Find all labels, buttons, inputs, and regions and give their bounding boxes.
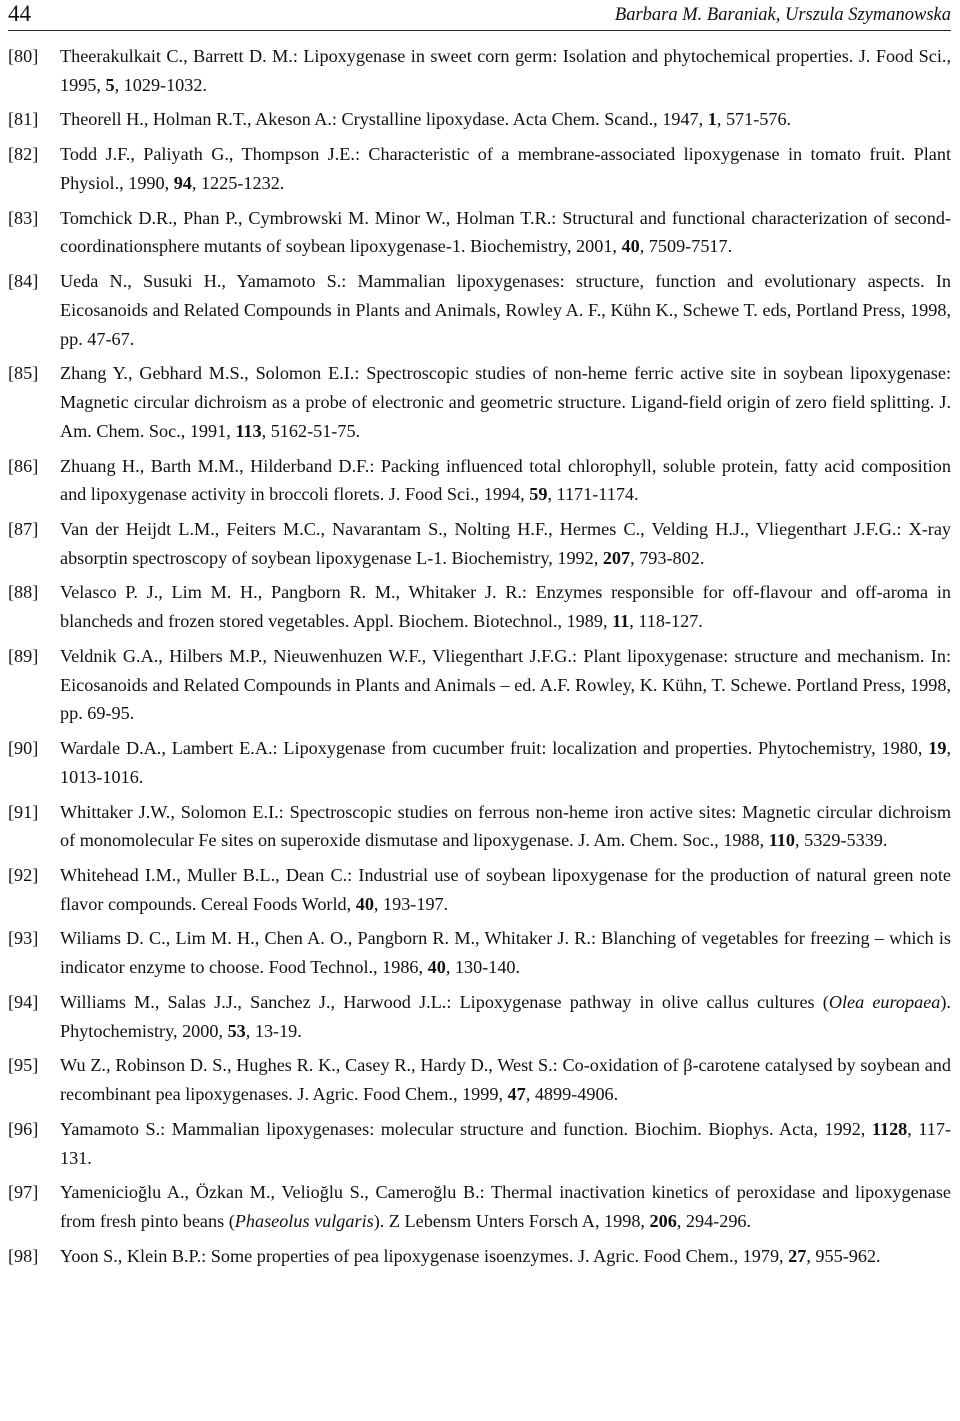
reference-number: [91] (8, 801, 39, 822)
reference-text (60, 267, 951, 353)
reference-text (60, 452, 951, 509)
reference-volume: 94 (173, 172, 192, 193)
reference-entry (8, 105, 951, 134)
reference-entry (8, 861, 951, 918)
reference-entry (8, 1051, 951, 1108)
reference-text (60, 1051, 951, 1108)
reference-volume: 40 (427, 957, 446, 978)
page-number: 44 (8, 1, 31, 26)
reference-citation-text: Yamamoto S.: Mammalian lipoxygenases: molecular structure and function. Biochim. Biophys. Acta, 1992, (60, 1118, 872, 1139)
reference-volume: 59 (529, 484, 548, 505)
reference-number: [82] (8, 144, 39, 165)
reference-number: [84] (8, 271, 39, 292)
reference-volume: 53 (227, 1020, 246, 1041)
reference-number: [96] (8, 1118, 39, 1139)
reference-citation-text: , 5329-5339. (795, 830, 888, 851)
reference-volume: 19 (928, 738, 947, 759)
reference-volume: 40 (355, 893, 374, 914)
reference-entry (8, 359, 951, 445)
reference-citation-text: Wardale D.A., Lambert E.A.: Lipoxygenase from cucumber fruit: localization and properties. Phytochemistry, 1980, (60, 738, 929, 759)
reference-citation-text: , 571-576. (716, 109, 792, 130)
reference-species-name: Olea europaea (828, 991, 941, 1012)
reference-number: [95] (8, 1055, 39, 1076)
reference-text (60, 988, 951, 1045)
reference-citation-text: Van der Heijdt L.M., Feiters M.C., Navarantam S., Nolting H.F., Hermes C., Velding H.J., Vliegenthart J.F.G.: X-ray absorptin spectroscopy of soybean lipoxygenase L-1. Biochemistry, 1992, (60, 518, 951, 568)
reference-volume: 40 (621, 236, 640, 257)
reference-citation-text: Veldnik G.A., Hilbers M.P., Nieuwenhuzen W.F., Vliegenthart J.F.G.: Plant lipoxygenase: structure and mechanism. In: Eicosanoids and Related Compounds in Plants and Animals – ed. A.F. Rowley, K. Kühn, T. Schewe. Portland Press, 1998, pp. 69-95. (60, 645, 951, 724)
running-head: Barbara M. Baraniak, Urszula Szymanowska (614, 5, 951, 25)
reference-citation-text: Zhang Y., Gebhard M.S., Solomon E.I.: Spectroscopic studies of non-heme ferric active site in soybean lipoxygenase: Magnetic circular dichroism as a probe of electronic and geometric structure. Ligand-field origin of zero field splitting. J. Am. Chem. Soc., 1991, (60, 363, 951, 441)
reference-volume: 47 (507, 1084, 526, 1105)
reference-citation-text: , 955-962. (806, 1245, 881, 1266)
reference-number: [85] (8, 363, 39, 384)
reference-number: [92] (8, 865, 39, 885)
reference-text (60, 1178, 951, 1235)
reference-number: [93] (8, 928, 39, 949)
reference-text (60, 204, 951, 261)
reference-volume: 5 (105, 74, 115, 95)
reference-citation-text: Yamenicioğlu A., Özkan M., Velioğlu S., Cameroğlu B.: Thermal inactivation kinetics of peroxidase and lipoxygenase from fresh pinto beans ( (60, 1182, 951, 1232)
reference-citation-text: Theorell H., Holman R.T., Akeson A.: Crystalline lipoxydase. Acta Chem. Scand., 1947, (60, 109, 708, 130)
reference-citation-text: Todd J.F., Paliyath G., Thompson J.E.: Characteristic of a membrane-associated lipoxygenase in tomato fruit. Plant Physiol., 1990, (60, 144, 951, 193)
reference-entry (8, 798, 951, 855)
reference-citation-text: Whittaker J.W., Solomon E.I.: Spectroscopic studies on ferrous non-heme iron active sites: Magnetic circular dichroism of monomolecular Fe sites on superoxide dismutase and lipoxygenase. J. Am. Chem. Soc., 1988, (60, 801, 951, 851)
reference-citation-text: ). Phytochemistry, 2000, (60, 991, 951, 1041)
reference-volume: 11 (612, 611, 630, 632)
reference-entry (8, 924, 951, 981)
reference-volume: 207 (602, 547, 631, 568)
reference-text (60, 515, 951, 572)
reference-citation-text: , 118-127. (629, 611, 703, 632)
reference-text (60, 359, 951, 445)
reference-citation-text: , 5162-51-75. (261, 420, 361, 441)
reference-text (60, 1242, 951, 1271)
reference-citation-text: Yoon S., Klein B.P.: Some properties of pea lipoxygenase isoenzymes. J. Agric. Food Chem., 1979, (60, 1245, 789, 1266)
reference-citation-text: , 1171-1174. (547, 484, 639, 505)
reference-citation-text: , 1029-1032. (114, 74, 208, 95)
reference-volume: 1 (707, 109, 717, 130)
reference-entry (8, 267, 951, 353)
reference-citation-text: , 1013-1016. (60, 738, 951, 787)
reference-entry (8, 642, 951, 728)
reference-text (60, 105, 951, 134)
reference-citation-text: , 294-296. (676, 1211, 752, 1232)
reference-citation-text: Tomchick D.R., Phan P., Cymbrowski M. Minor W., Holman T.R.: Structural and functional characterization of second-coordinationsphere mutants of soybean lipoxygenase-1. Biochemistry, 2001, (60, 207, 951, 257)
reference-number: [83] (8, 207, 39, 228)
reference-citation-text: Ueda N., Susuki H., Yamamoto S.: Mammalian lipoxygenases: structure, function and evolutionary aspects. In Eicosanoids and Related Compounds in Plants and Animals, Rowley A. F., Kühn K., Schewe T. eds, Portland Press, 1998, pp. 47-67. (60, 271, 951, 349)
reference-species-name: Phaseolus vulgaris (234, 1211, 374, 1232)
reference-citation-text: , 13-19. (245, 1020, 302, 1041)
reference-entry (8, 452, 951, 509)
reference-citation-text: Velasco P. J., Lim M. H., Pangborn R. M., Whitaker J. R.: Enzymes responsible for off-flavour and off-aroma in blancheds and frozen stored vegetables. Appl. Biochem. Biotechnol., 1989, (60, 582, 951, 632)
reference-citation-text: , 4899-4906. (525, 1084, 619, 1105)
reference-citation-text: Wiliams D. C., Lim M. H., Chen A. O., Pangborn R. M., Whitaker J. R.: Blanching of vegetables for freezing – which is indicator enzyme to choose. Food Technol., 1986, (60, 928, 951, 978)
reference-text (60, 42, 951, 99)
reference-list (8, 42, 951, 1277)
reference-entry (8, 988, 951, 1045)
reference-volume: 27 (788, 1245, 807, 1266)
reference-volume: 110 (768, 830, 795, 851)
reference-entry (8, 515, 951, 572)
reference-entry (8, 1178, 951, 1235)
reference-text (60, 734, 951, 791)
reference-entry (8, 204, 951, 261)
reference-text (60, 1115, 951, 1172)
reference-citation-text: , 117-131. (60, 1118, 951, 1168)
reference-text (60, 798, 951, 855)
reference-citation-text: , 1225-1232. (191, 172, 285, 193)
reference-entry (8, 1242, 951, 1271)
reference-citation-text: Wu Z., Robinson D. S., Hughes R. K., Casey R., Hardy D., West S.: Co-oxidation of β-carotene catalysed by soybean and recombinant pea lipoxygenases. J. Agric. Food Chem., 1999, (60, 1055, 951, 1105)
reference-number: [80] (8, 46, 39, 66)
reference-number: [81] (8, 109, 39, 130)
reference-citation-text: Whitehead I.M., Muller B.L., Dean C.: Industrial use of soybean lipoxygenase for the production of natural green note flavor compounds. Cereal Foods World, (60, 865, 951, 914)
reference-text (60, 861, 951, 918)
reference-volume: 1128 (871, 1118, 908, 1139)
reference-text (60, 140, 951, 197)
reference-citation-text: , 193-197. (373, 893, 449, 914)
reference-number: [94] (8, 991, 39, 1012)
reference-entry (8, 734, 951, 791)
reference-number: [88] (8, 582, 39, 603)
reference-entry (8, 1115, 951, 1172)
reference-number: [89] (8, 645, 39, 666)
reference-citation-text: Williams M., Salas J.J., Sanchez J., Harwood J.L.: Lipoxygenase pathway in olive callus cultures ( (60, 991, 829, 1012)
reference-number: [98] (8, 1245, 39, 1266)
reference-entry (8, 140, 951, 197)
reference-volume: 206 (649, 1211, 677, 1232)
reference-citation-text: ). Z Lebensm Unters Forsch A, 1998, (373, 1211, 650, 1232)
reference-citation-text: , 793-802. (630, 547, 705, 568)
reference-number: [97] (8, 1182, 39, 1203)
reference-number: [86] (8, 455, 39, 476)
reference-number: [90] (8, 738, 39, 759)
page-header (8, 0, 951, 31)
reference-text (60, 642, 951, 728)
reference-text (60, 578, 951, 635)
reference-entry (8, 578, 951, 635)
reference-number: [87] (8, 518, 39, 539)
reference-text (60, 924, 951, 981)
reference-citation-text: , 130-140. (445, 957, 521, 978)
reference-citation-text: Theerakulkait C., Barrett D. M.: Lipoxygenase in sweet corn germ: Isolation and phytochemical properties. J. Food Sci., 1995, (60, 46, 951, 95)
reference-citation-text: , 7509-7517. (639, 236, 733, 257)
reference-entry (8, 42, 951, 99)
reference-citation-text: Zhuang H., Barth M.M., Hilderband D.F.: Packing influenced total chlorophyll, soluble protein, fatty acid composition and lipoxygenase activity in broccoli florets. J. Food Sci., 1994, (60, 455, 951, 505)
reference-volume: 113 (235, 420, 262, 441)
